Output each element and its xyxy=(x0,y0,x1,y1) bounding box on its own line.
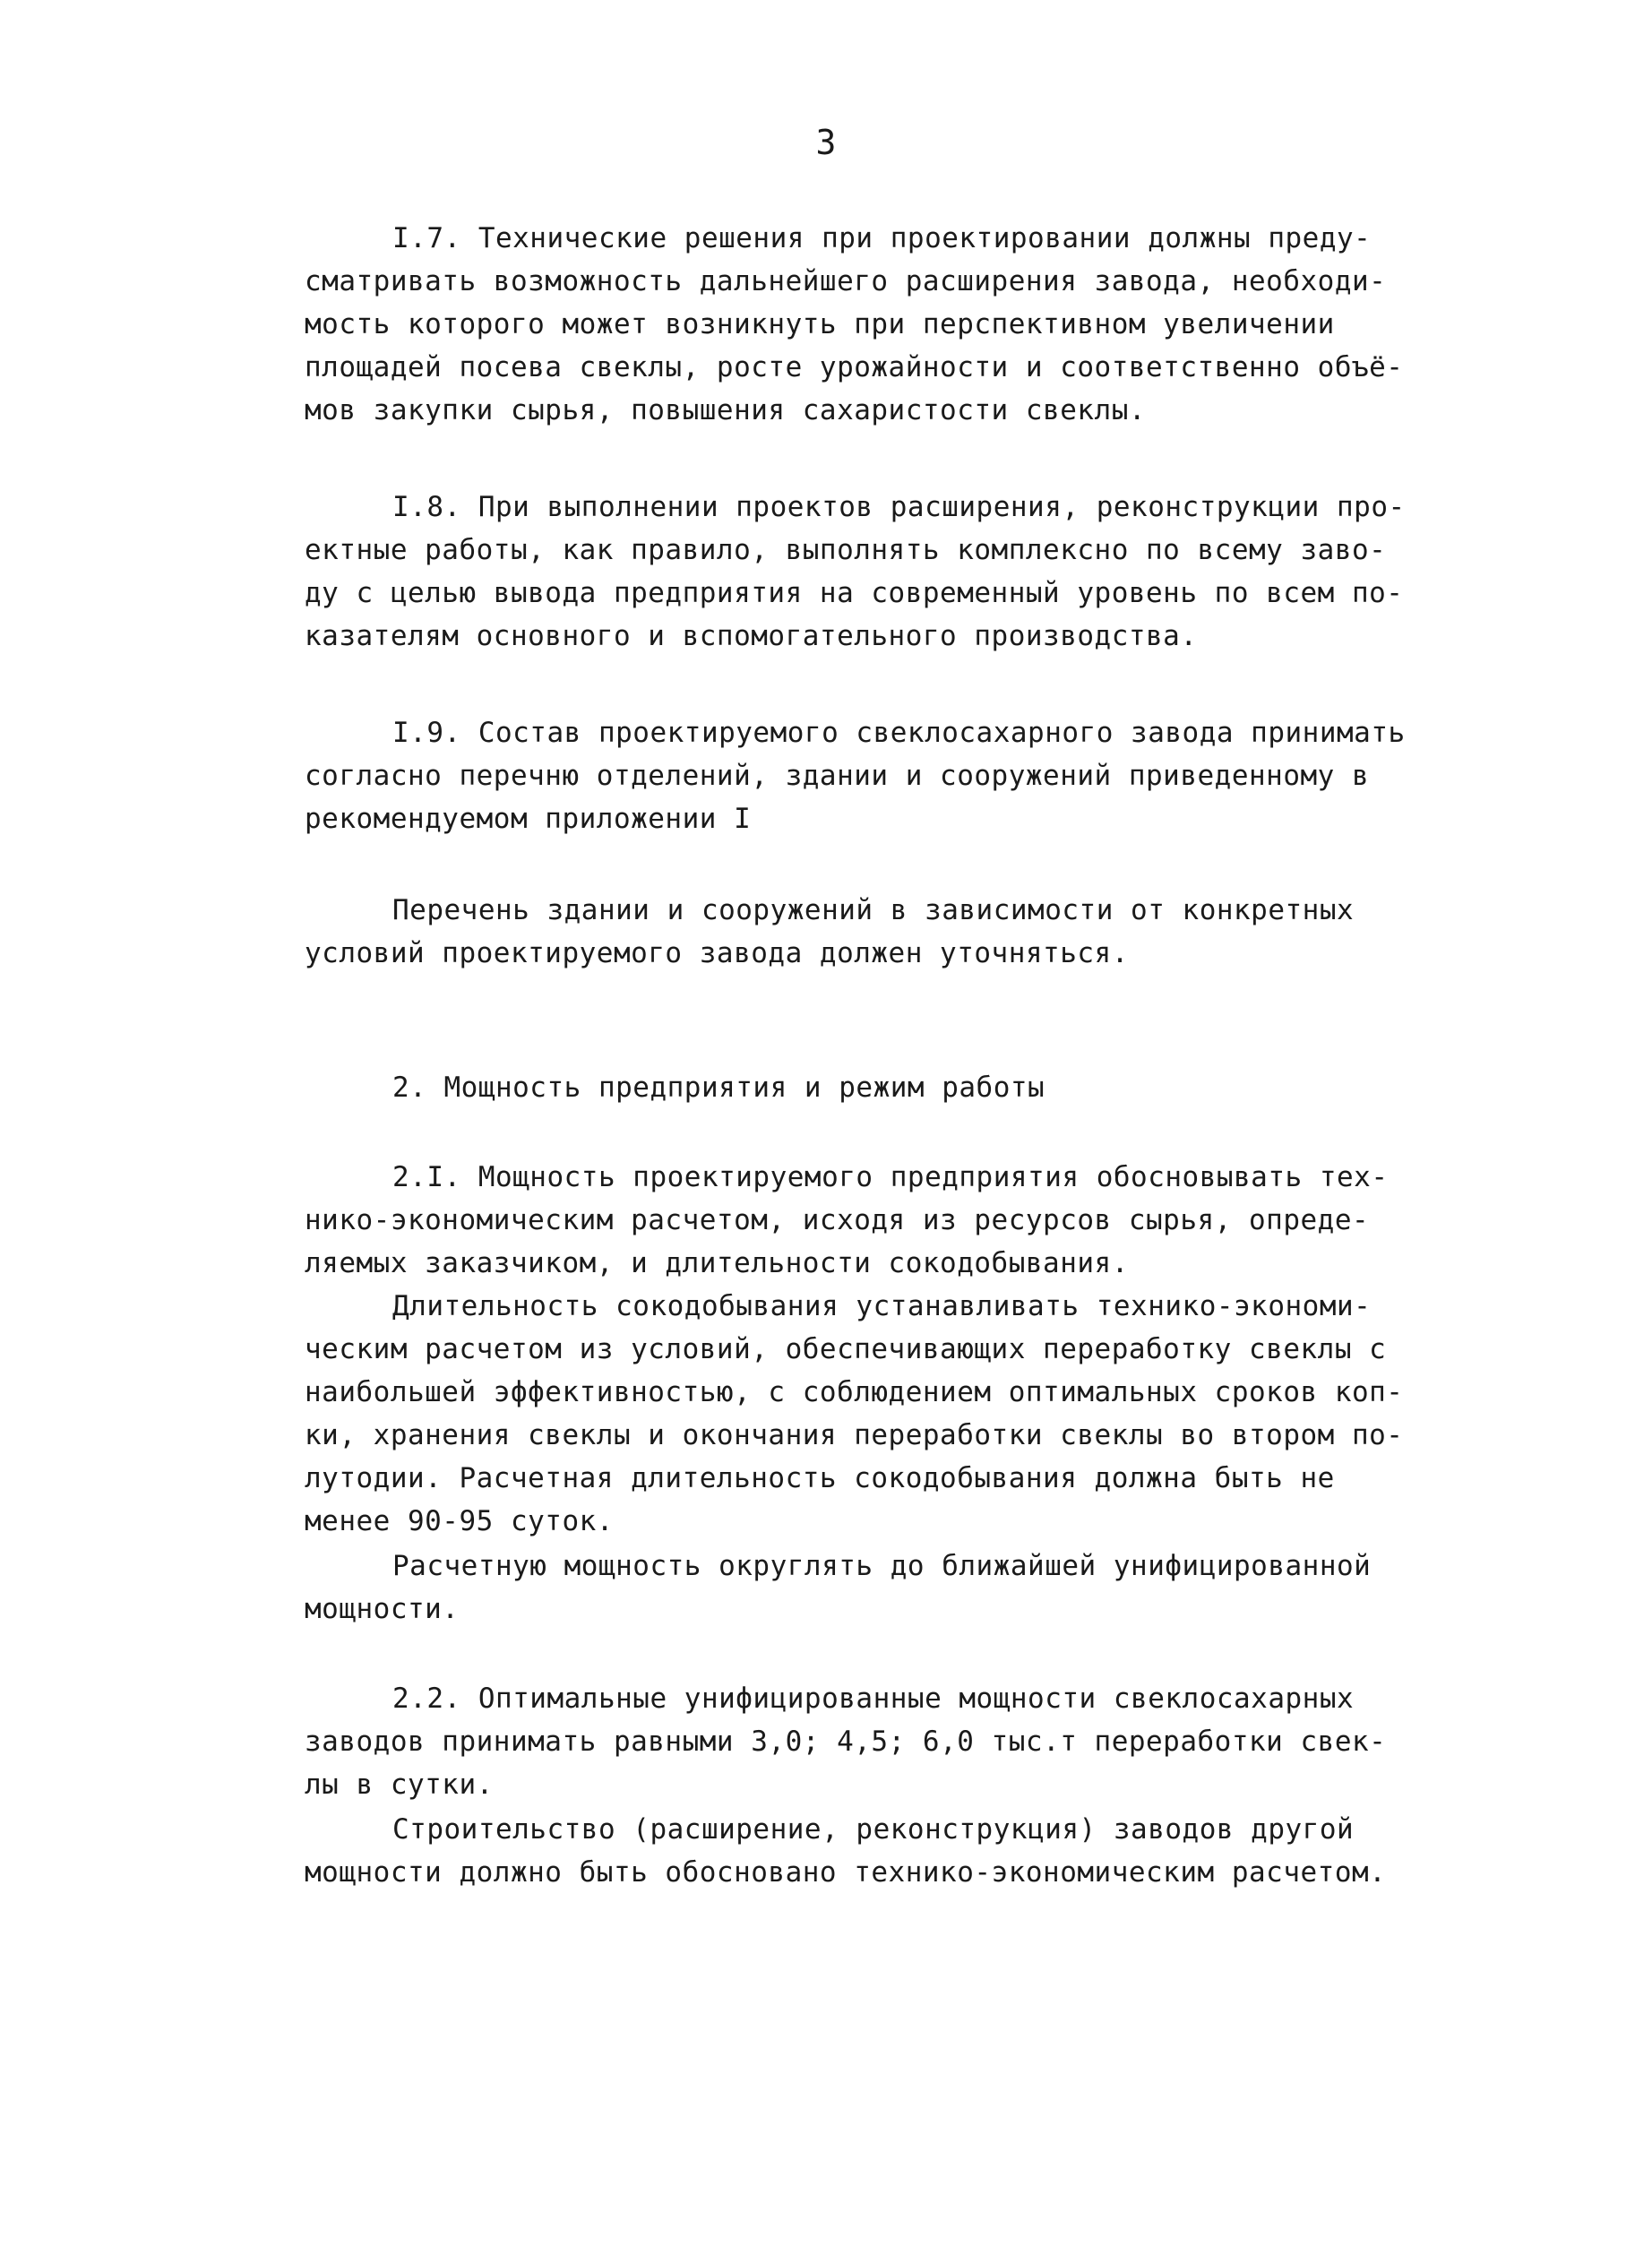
paragraph-2-1-line-3: ляемых заказчиком, и длительности сокодобывания. xyxy=(305,1247,1129,1279)
paragraph-2-1-line-1: 2.I. Мощность проектируемого предприятия обосновывать тех- xyxy=(392,1161,1389,1193)
page-number: 3 xyxy=(815,123,837,162)
paragraph-duration-line-4: ки, хранения свеклы и окончания переработки свеклы во втором по- xyxy=(305,1419,1404,1451)
paragraph-1-8-line-4: казателям основного и вспомогательного производства. xyxy=(305,620,1198,652)
paragraph-1-7-line-2: сматривать возможность дальнейшего расширения завода, необходи- xyxy=(305,265,1387,297)
paragraph-2-2-line-3: лы в сутки. xyxy=(305,1769,494,1801)
paragraph-duration-line-6: менее 90-95 суток. xyxy=(305,1505,614,1537)
section-heading-2: 2. Мощность предприятия и режим работы xyxy=(392,1072,1045,1104)
paragraph-other-capacity-line-2: мощности должно быть обосновано технико-экономическим расчетом. xyxy=(305,1856,1387,1889)
paragraph-duration-line-5: лутодии. Расчетная длительность сокодобывания должна быть не xyxy=(305,1462,1335,1494)
paragraph-1-7-line-1: I.7. Технические решения при проектировании должны преду- xyxy=(392,222,1372,254)
paragraph-2-1-line-2: нико-экономическим расчетом, исходя из ресурсов сырья, опреде- xyxy=(305,1204,1370,1236)
paragraph-1-7-line-4: площадей посева свеклы, росте урожайности и соответственно объё- xyxy=(305,351,1404,383)
paragraph-buildings-line-2: условий проектируемого завода должен уточняться. xyxy=(305,937,1129,969)
paragraph-1-8-line-1: I.8. При выполнении проектов расширения, реконструкции про- xyxy=(392,491,1406,523)
paragraph-1-8-line-3: ду с целью вывода предприятия на современный уровень по всем по- xyxy=(305,577,1404,609)
paragraph-duration-line-1: Длительность сокодобывания устанавливать технико-экономи- xyxy=(392,1290,1372,1322)
paragraph-rounding-line-1: Расчетную мощность округлять до ближайшей унифицированной xyxy=(392,1550,1372,1582)
paragraph-1-9-line-2: согласно перечню отделений, здании и сооружений приведенному в xyxy=(305,760,1370,792)
paragraph-other-capacity-line-1: Строительство (расширение, реконструкция) заводов другой xyxy=(392,1813,1355,1846)
paragraph-2-2-line-2: заводов принимать равными 3,0; 4,5; 6,0 тыс.т переработки свек- xyxy=(305,1726,1387,1758)
paragraph-1-9-line-1: I.9. Состав проектируемого свеклосахарного завода принимать xyxy=(392,717,1406,749)
paragraph-1-7-line-3: мость которого может возникнуть при перспективном увеличении xyxy=(305,308,1335,340)
paragraph-1-9-line-3: рекомендуемом приложении I xyxy=(305,803,752,835)
paragraph-duration-line-2: ческим расчетом из условий, обеспечивающих переработку свеклы с xyxy=(305,1333,1387,1365)
paragraph-duration-line-3: наибольшей эффективностью, с соблюдением оптимальных сроков коп- xyxy=(305,1376,1404,1408)
paragraph-2-2-line-1: 2.2. Оптимальные унифицированные мощности свеклосахарных xyxy=(392,1683,1355,1715)
paragraph-buildings-line-1: Перечень здании и сооружений в зависимости от конкретных xyxy=(392,894,1355,926)
paragraph-rounding-line-2: мощности. xyxy=(305,1593,460,1625)
paragraph-1-8-line-2: ектные работы, как правило, выполнять комплексно по всему заво- xyxy=(305,534,1387,566)
paragraph-1-7-line-5: мов закупки сырья, повышения сахаристости свеклы. xyxy=(305,394,1147,426)
